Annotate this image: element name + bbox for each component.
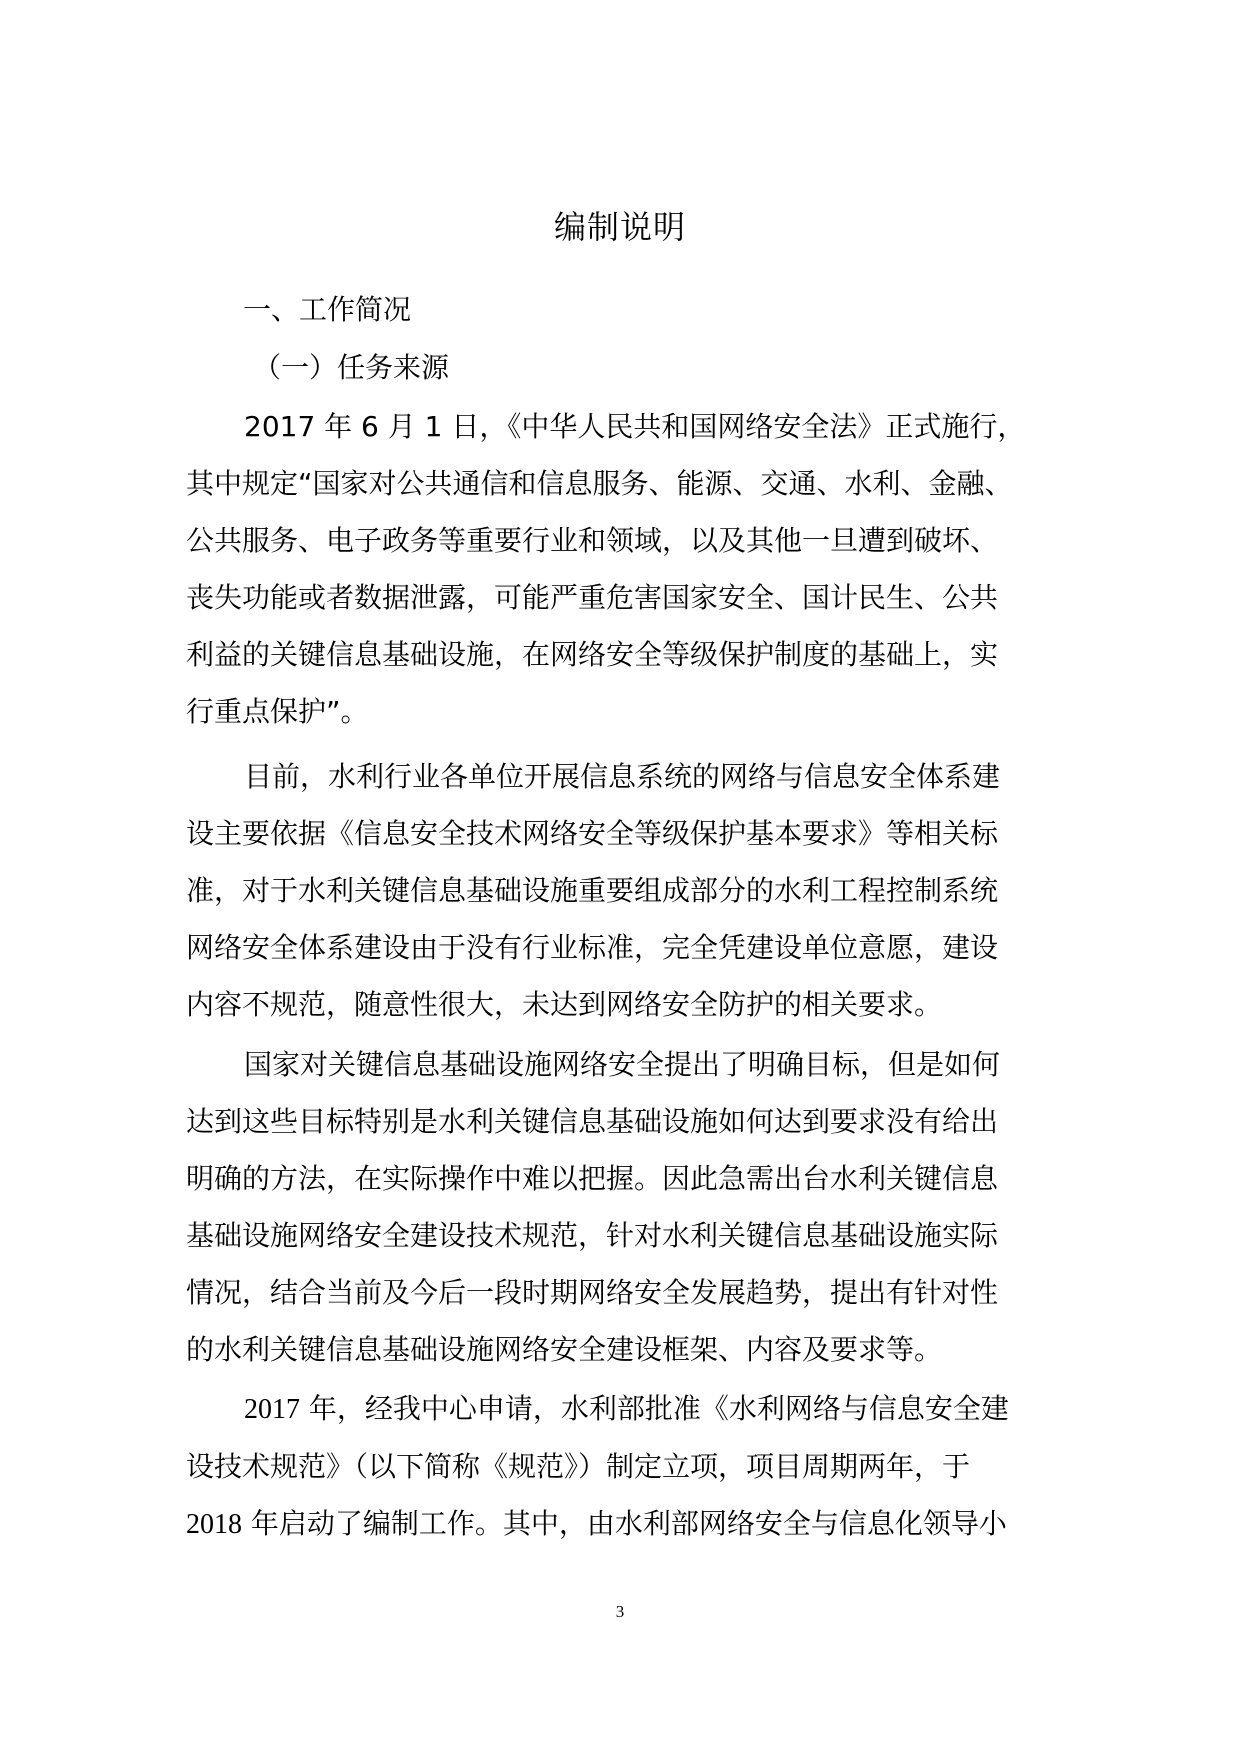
- paragraph-line: 其中规定“国家对公共通信和信息服务、能源、交通、水利、金融、: [186, 467, 1013, 500]
- paragraph-task-source: [186, 398, 1066, 740]
- paragraph-line: 情况，结合当前及今后一段时期网络安全发展趋势，提出有针对性: [186, 1276, 999, 1309]
- paragraph-national-goals: [186, 1036, 1066, 1378]
- paragraph-line: 公共服务、电子政务等重要行业和领域，以及其他一旦遭到破坏、: [186, 524, 999, 557]
- paragraph-line: [186, 1380, 1066, 1438]
- page-number: 3: [615, 1602, 625, 1621]
- paragraph-line: 国家对关键信息基础设施网络安全提出了明确目标，但是如何: [244, 1048, 1001, 1081]
- paragraph-line: 基础设施网络安全建设技术规范，针对水利关键信息基础设施实际: [186, 1219, 999, 1252]
- paragraph-line: 准，对于水利关键信息基础设施重要组成部分的水利工程控制系统: [186, 874, 999, 907]
- paragraph-project-approval: [186, 1380, 1066, 1553]
- line-text: 年，经我中心申请，水利部批准《水利网络与信息安全建: [300, 1392, 1009, 1425]
- paragraph-line: 设技术规范》（以下简称《规范》）制定立项，项目周期两年，于: [186, 1450, 971, 1483]
- paragraph-line: 设主要依据《信息安全技术网络安全等级保护基本要求》等相关标: [186, 817, 999, 850]
- paragraph-line: 2017 年 6 月 1 日，《中华人民共和国网络安全法》正式施行，: [244, 410, 1026, 443]
- year-number: 2018: [186, 1509, 242, 1540]
- document-title: 编制说明: [553, 208, 686, 246]
- paragraph-line: 明确的方法，在实际操作中难以把握。因此急需出台水利关键信息: [186, 1162, 999, 1195]
- paragraph-line: 网络安全体系建设由于没有行业标准，完全凭建设单位意愿，建设: [186, 931, 999, 964]
- year-number: 2017: [244, 1394, 300, 1425]
- paragraph-line: 达到这些目标特别是水利关键信息基础设施如何达到要求没有给出: [186, 1105, 999, 1138]
- paragraph-line: [186, 1495, 1066, 1553]
- paragraph-line: 目前，水利行业各单位开展信息系统的网络与信息安全体系建: [244, 760, 1001, 793]
- paragraph-line: 利益的关键信息基础设施，在网络安全等级保护制度的基础上，实: [186, 638, 999, 671]
- paragraph-line: 行重点保护”。: [186, 695, 369, 728]
- paragraph-current-status: [186, 748, 1066, 1033]
- line-text: 年启动了编制工作。其中，由水利部网络安全与信息化领导小: [242, 1507, 1007, 1540]
- paragraph-line: 丧失功能或者数据泄露，可能严重危害国家安全、国计民生、公共: [186, 581, 999, 614]
- paragraph-line: 的水利关键信息基础设施网络安全建设框架、内容及要求等。: [186, 1333, 943, 1366]
- section-heading: 一、工作简况: [243, 293, 412, 326]
- subsection-heading: （一）任务来源: [253, 351, 450, 384]
- paragraph-line: 内容不规范，随意性很大，未达到网络安全防护的相关要求。: [186, 988, 943, 1021]
